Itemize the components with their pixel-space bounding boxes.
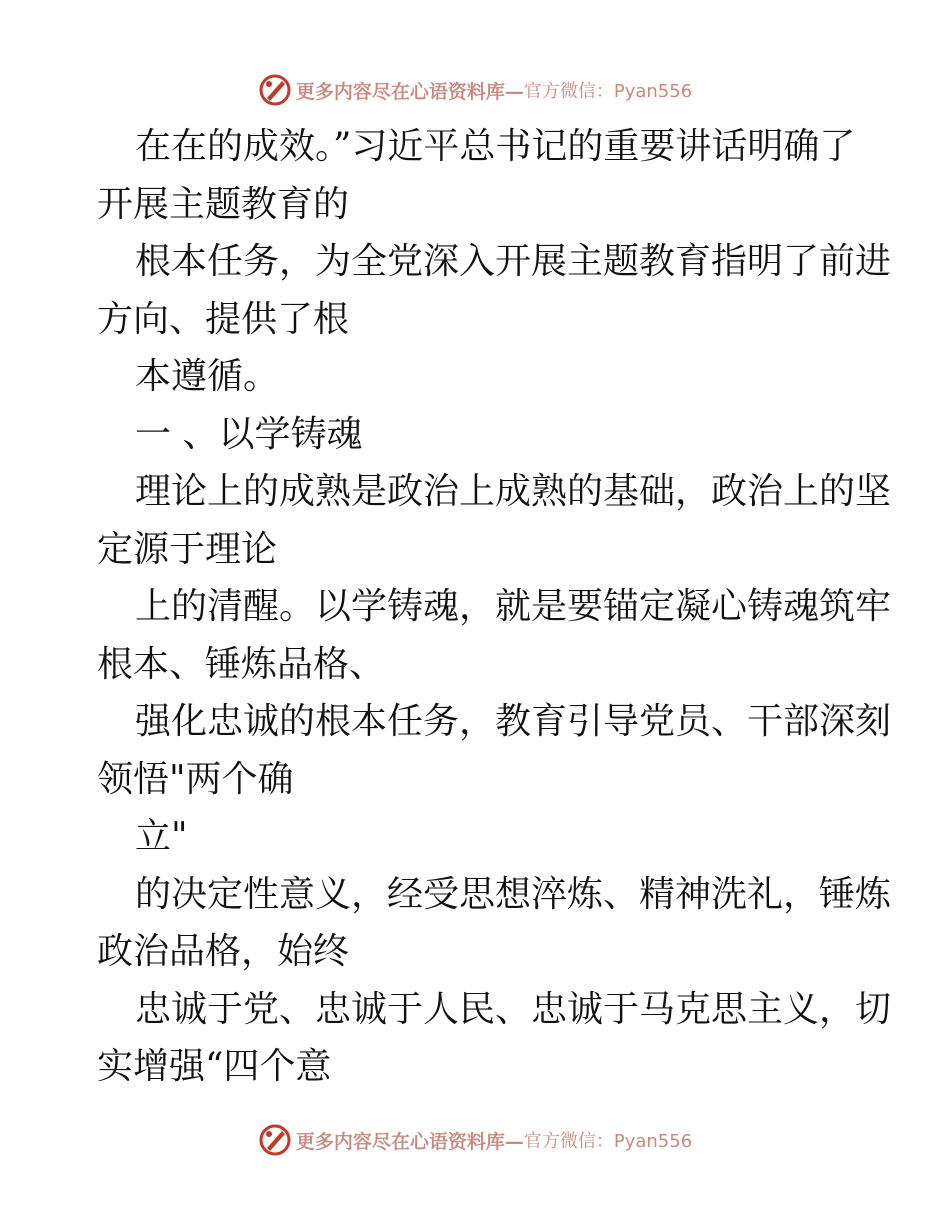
footer-watermark [0,1120,950,1160]
text-line: 在在的成效。”习近平总书记的重要讲话明确了 [135,126,856,167]
text-line: 定源于理论 [97,528,278,570]
watermark-label: 更多内容尽在心语资料库— [295,80,524,103]
text-line: 强化忠诚的根本任务，教育引导党员、干部深刻 [135,701,892,742]
text-line: 政治品格，始终 [97,931,350,972]
pen-logo-icon [258,73,292,107]
text-line: 的决定性意义，经受思想淬炼、精神洗礼，锤炼 [135,873,892,915]
text-line: 上的清醒。以学铸魂，就是要锚定凝心铸魂筑牢 [135,586,892,627]
watermark-contact: 官方微信：Pyan556 [523,1131,693,1152]
text-line: 开展主题教育的 [97,183,350,225]
section-heading: 一 、以学铸魂 [135,413,363,455]
text-line: 忠诚于党、忠诚于人民、忠诚于马克思主义，切 [135,988,892,1030]
text-line: 实增强“四个意 [97,1046,332,1087]
pen-logo-icon [258,1123,292,1157]
text-line: 立" [135,816,188,857]
text-line: 理论上的成熟是政治上成熟的基础，政治上的坚 [135,471,892,512]
text-line: 方向、提供了根 [97,298,350,340]
text-line: 根本任务，为全党深入开展主题教育指明了前进 [135,241,892,282]
watermark-contact: 官方微信：Pyan556 [523,81,693,102]
text-line: 领悟"两个确 [97,758,294,800]
text-line: 根本、锤炼品格、 [97,643,386,685]
text-line: 本遵循。 [135,356,280,397]
watermark-label: 更多内容尽在心语资料库— [295,1130,524,1153]
document-body [97,118,892,1096]
header-watermark [0,70,950,110]
